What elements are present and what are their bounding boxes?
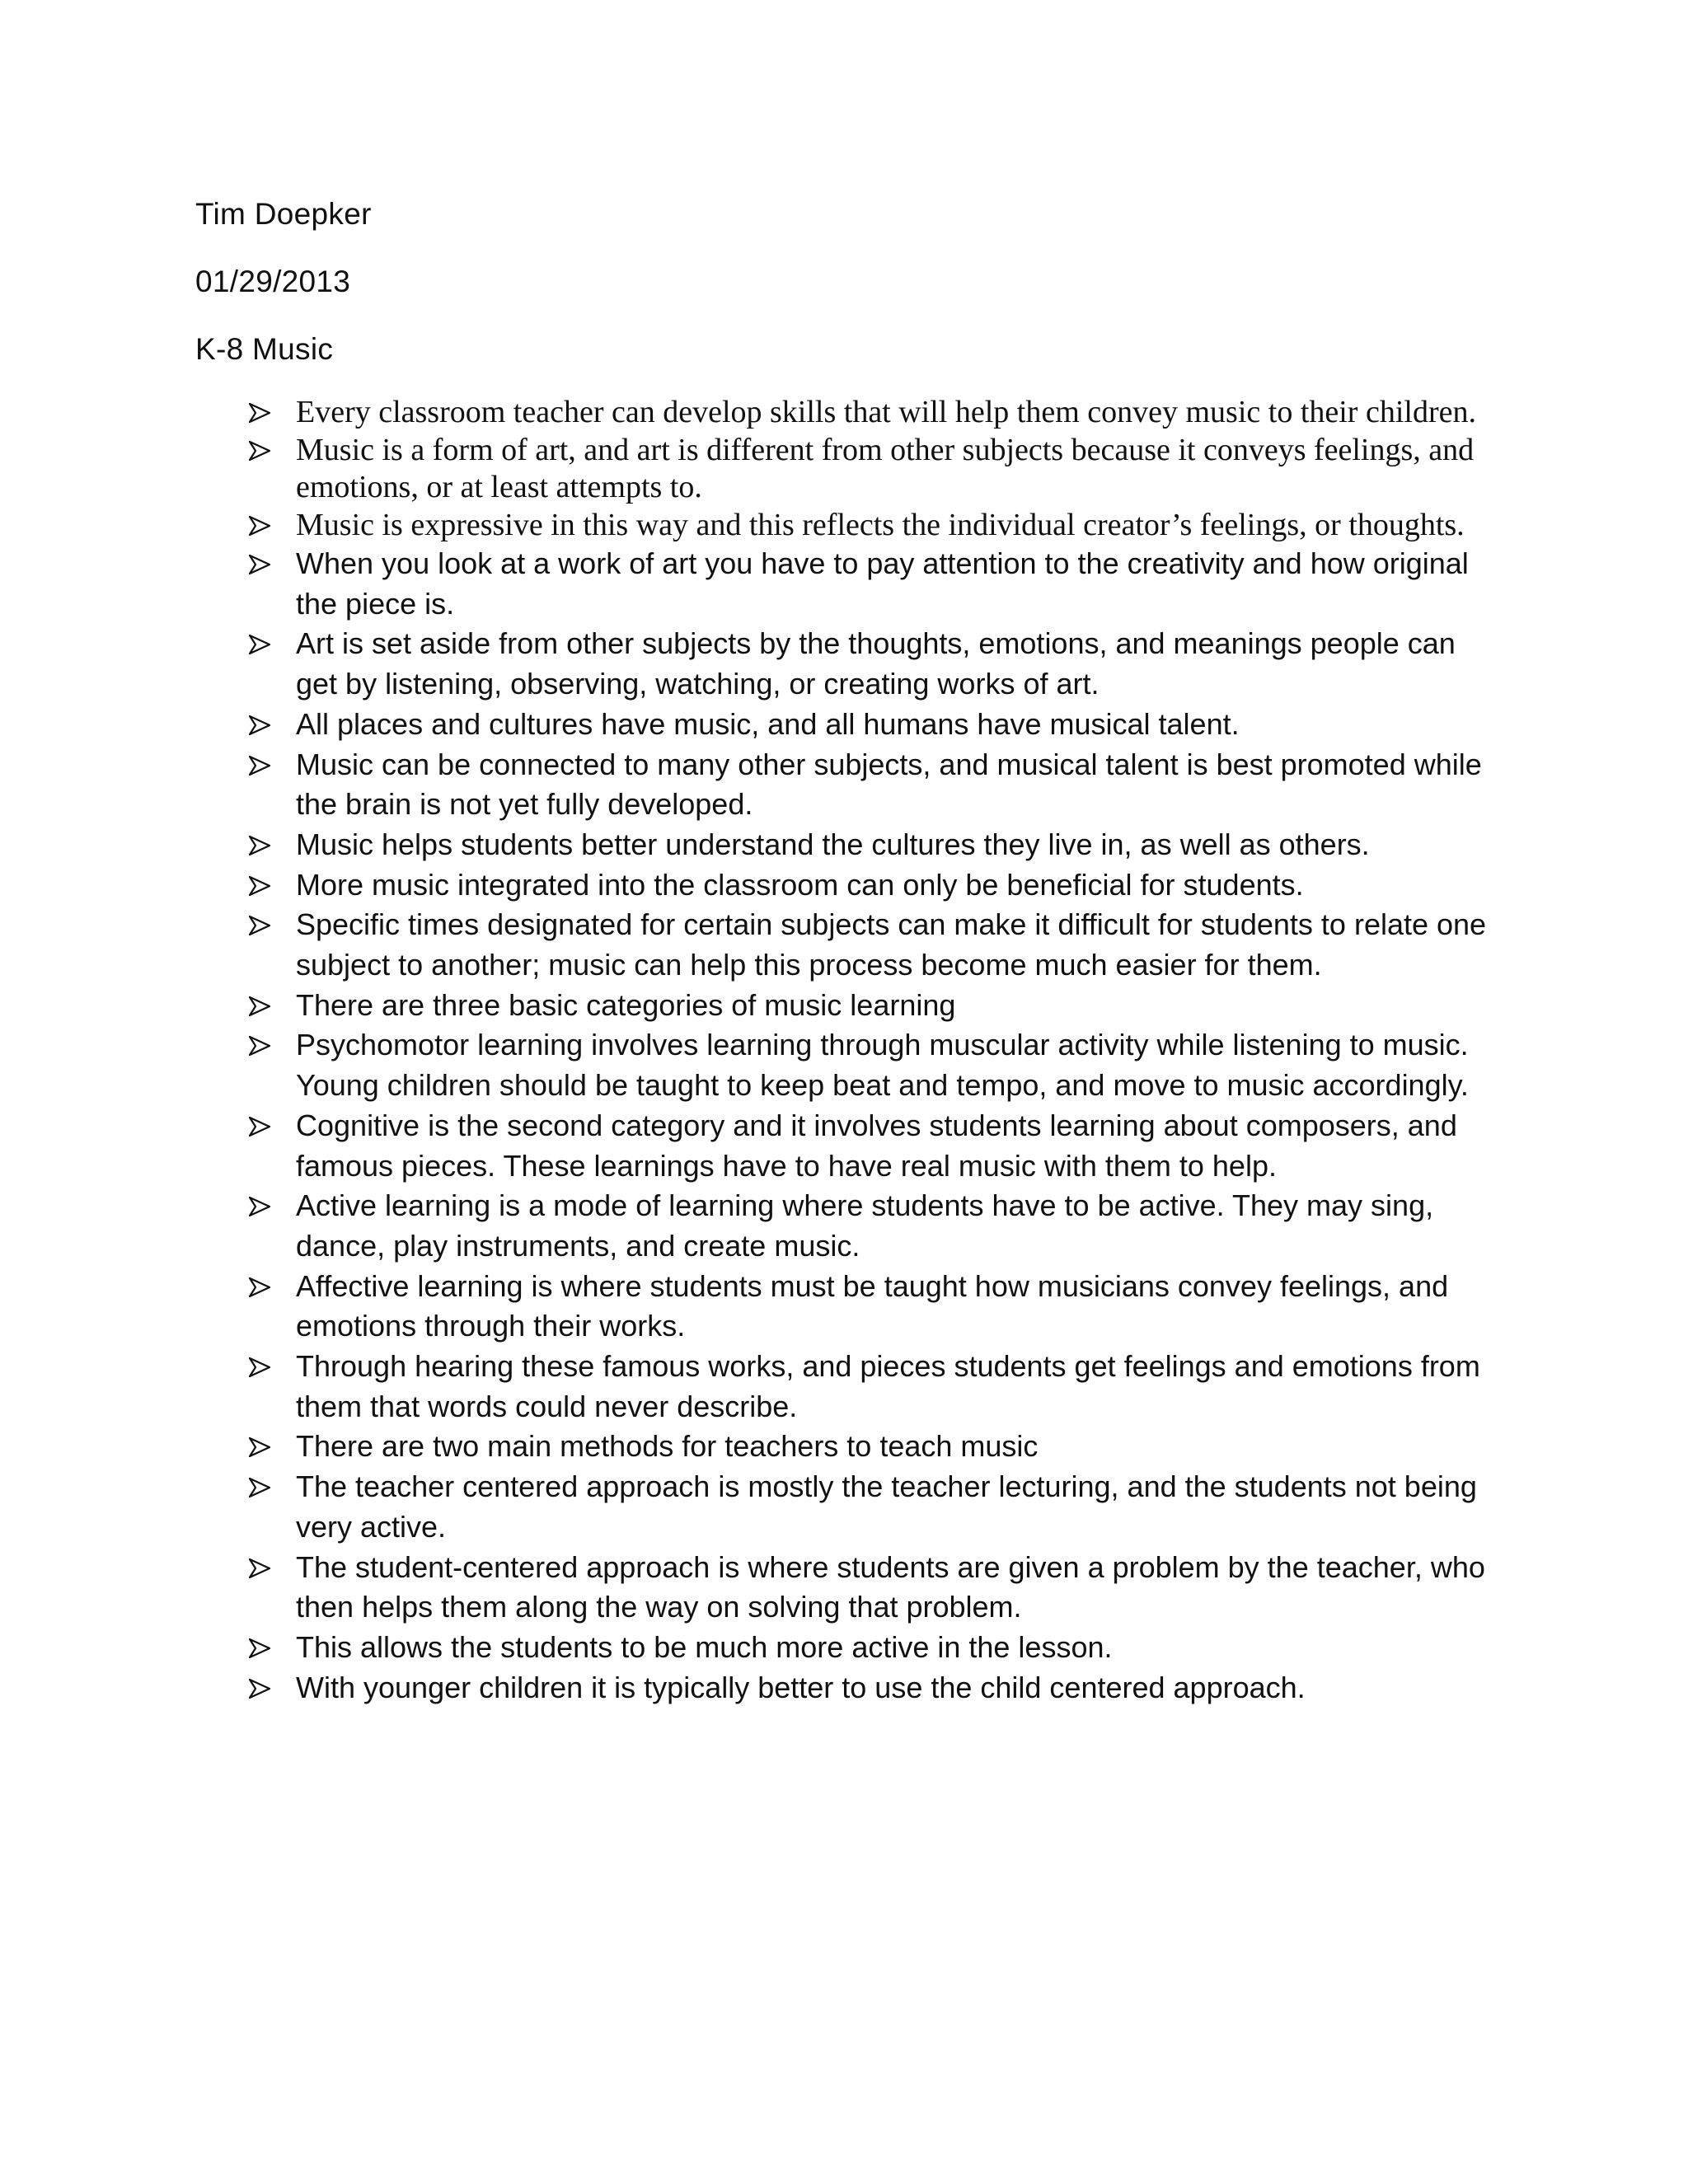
list-item xyxy=(0,1186,1491,1266)
list-item-text: Through hearing these famous works, and pieces students get feelings and emotions from them that words could never describe. xyxy=(296,1349,1480,1423)
list-item xyxy=(0,432,1491,507)
arrow-bullet-icon xyxy=(249,1197,270,1216)
list-item-text: The student-centered approach is where students are given a problem by the teacher, who then helps them along the way on solving that problem. xyxy=(296,1549,1485,1624)
arrow-bullet-icon xyxy=(249,1638,270,1658)
arrow-bullet-icon xyxy=(249,1478,270,1497)
arrow-bullet-icon xyxy=(249,756,270,776)
list-item-text: Cognitive is the second category and it involves students learning about composers, and famous pieces. These learnings have to have real music with them to help. xyxy=(296,1108,1457,1183)
list-item-text: Specific times designated for certain subjects can make it difficult for students to relate one subject to another; music can help this process become much easier for them. xyxy=(296,907,1487,982)
list-item xyxy=(0,1025,1491,1105)
list-item-text: With younger children it is typically better to use the child centered approach. xyxy=(296,1670,1306,1704)
arrow-bullet-icon xyxy=(249,441,270,461)
list-item xyxy=(0,1628,1491,1668)
list-item-text: Music is expressive in this way and this reflects the individual creator’s feelings, or thoughts. xyxy=(296,507,1465,542)
list-item xyxy=(0,1548,1491,1628)
arrow-bullet-icon xyxy=(249,1036,270,1056)
list-item xyxy=(0,705,1491,745)
list-item-text: Active learning is a mode of learning where students have to be active. They may sing, dance, play instruments, and create music. xyxy=(296,1188,1434,1263)
list-item-text: Affective learning is where students must be taught how musicians convey feelings, and emotions through their works. xyxy=(296,1268,1449,1343)
list-item-text: This allows the students to be much more active in the lesson. xyxy=(296,1629,1113,1664)
list-item xyxy=(0,1467,1491,1547)
notes-bullet-list xyxy=(0,394,1688,1708)
list-item xyxy=(0,905,1491,985)
arrow-bullet-icon xyxy=(249,403,270,423)
list-item-text: There are two main methods for teachers to teach music xyxy=(296,1429,1039,1464)
list-item xyxy=(0,986,1491,1026)
list-item-text: When you look at a work of art you have to pay attention to the creativity and how original the piece is. xyxy=(296,546,1469,621)
list-item-text: More music integrated into the classroom can only be beneficial for students. xyxy=(296,867,1304,902)
arrow-bullet-icon xyxy=(249,1117,270,1137)
author-name: Tim Doepker xyxy=(195,197,372,231)
list-item-text: Art is set aside from other subjects by the thoughts, emotions, and meanings people can get by listening, observing, watching, or creating works of art. xyxy=(296,626,1456,701)
list-item xyxy=(0,624,1491,704)
list-item-text: Music is a form of art, and art is different from other subjects because it conveys feelings, and emotions, or at least attempts to. xyxy=(296,432,1475,504)
arrow-bullet-icon xyxy=(249,916,270,935)
list-item xyxy=(0,394,1491,432)
arrow-bullet-icon xyxy=(249,555,270,574)
document-date: 01/29/2013 xyxy=(195,265,351,298)
arrow-bullet-icon xyxy=(249,635,270,654)
list-item xyxy=(0,544,1491,624)
list-item-text: Music can be connected to many other subjects, and musical talent is best promoted while the brain is not yet fully developed. xyxy=(296,747,1482,822)
list-item xyxy=(0,507,1491,545)
arrow-bullet-icon xyxy=(249,715,270,735)
list-item-text: There are three basic categories of music learning xyxy=(296,987,956,1022)
list-item xyxy=(0,1668,1491,1708)
arrow-bullet-icon xyxy=(249,1357,270,1377)
arrow-bullet-icon xyxy=(249,1437,270,1457)
course-title: K-8 Music xyxy=(195,332,334,366)
list-item xyxy=(0,1347,1491,1427)
arrow-bullet-icon xyxy=(249,836,270,855)
list-item-text: The teacher centered approach is mostly the teacher lecturing, and the students not being very active. xyxy=(296,1469,1477,1544)
list-item xyxy=(0,1427,1491,1467)
list-item-text: Psychomotor learning involves learning through muscular activity while listening to music. Young children should be taught to keep beat and tempo, and move to music accordingly. xyxy=(296,1028,1469,1103)
list-item xyxy=(0,865,1491,906)
list-item-text: Every classroom teacher can develop skills that will help them convey music to their children. xyxy=(296,395,1476,429)
arrow-bullet-icon xyxy=(249,1679,270,1699)
list-item-text: Music helps students better understand the cultures they live in, as well as others. xyxy=(296,827,1370,861)
list-item xyxy=(0,1106,1491,1186)
arrow-bullet-icon xyxy=(249,516,270,536)
list-item xyxy=(0,745,1491,825)
list-item xyxy=(0,825,1491,865)
arrow-bullet-icon xyxy=(249,996,270,1016)
arrow-bullet-icon xyxy=(249,1558,270,1578)
arrow-bullet-icon xyxy=(249,876,270,896)
list-item xyxy=(0,1267,1491,1347)
list-item-text: All places and cultures have music, and all humans have musical talent. xyxy=(296,706,1240,741)
arrow-bullet-icon xyxy=(249,1277,270,1297)
